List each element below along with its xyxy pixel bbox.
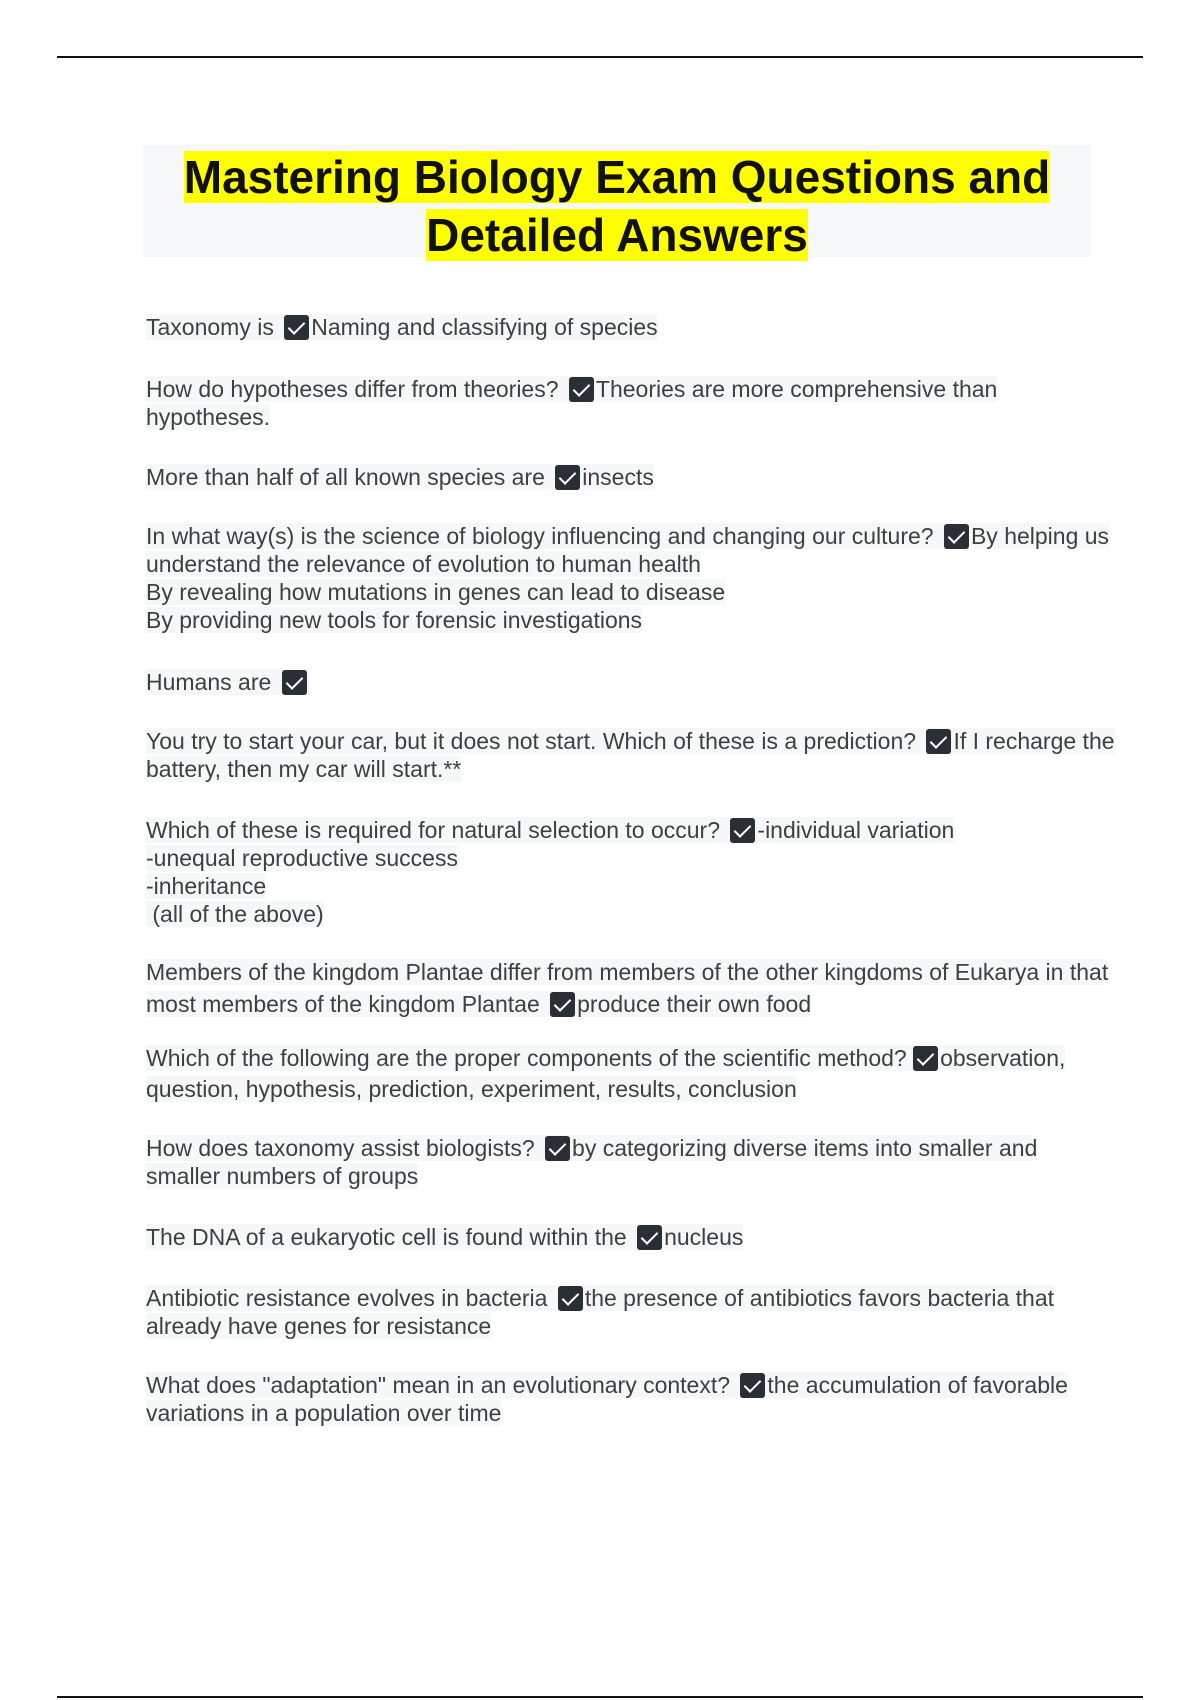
checkmark-icon <box>545 1136 570 1161</box>
title-line-1: Mastering Biology Exam Questions and <box>183 151 1051 203</box>
question-text: Taxonomy is <box>146 314 274 340</box>
answer-text: produce their own food <box>577 991 812 1017</box>
title-block <box>143 145 1091 261</box>
answer-text: the accumulation of favorable variations in a population over time <box>146 1372 1068 1426</box>
answer-text: by categorizing diverse items into smaller and smaller numbers of groups <box>146 1135 1038 1189</box>
answer-line: By providing new tools for forensic investigations <box>146 607 643 633</box>
question-text: What does "adaptation" mean in an evolutionary context? <box>146 1372 731 1398</box>
answer-text: If I recharge the battery, then my car will start.** <box>146 728 1115 782</box>
question-text: How do hypotheses differ from theories? <box>146 376 559 402</box>
checkmark-icon <box>284 315 309 340</box>
question-text: The DNA of a eukaryotic cell is found within the <box>146 1224 627 1250</box>
answer-line: By revealing how mutations in genes can lead to disease <box>146 579 726 605</box>
qa-item-9 <box>146 1043 1116 1105</box>
question-text: In what way(s) is the science of biology influencing and changing our culture? <box>146 523 934 549</box>
question-text: You try to start your car, but it does not start. Which of these is a prediction? <box>146 728 917 754</box>
answer-text: By helping us understand the relevance of evolution to human health <box>146 523 1110 577</box>
qa-item-6 <box>146 727 1116 783</box>
question-text: Which of these is required for natural selection to occur? <box>146 817 721 843</box>
bottom-rule <box>57 1696 1143 1698</box>
qa-item-12 <box>146 1284 1116 1340</box>
answer-text: insects <box>582 464 654 490</box>
question-text: Members of the kingdom Plantae differ from members of the other kingdoms of Eukarya in that most members of the kingdom Plantae <box>146 959 1109 1017</box>
answer-text: observation, question, hypothesis, prediction, experiment, results, conclusion <box>146 1045 1066 1102</box>
qa-item-11 <box>146 1223 1116 1251</box>
qa-item-7 <box>146 816 1116 928</box>
answer-text: Naming and classifying of species <box>311 314 658 340</box>
answer-text: Theories are more comprehensive than hypotheses. <box>146 376 998 430</box>
checkmark-icon <box>569 377 594 402</box>
qa-item-1 <box>146 313 1116 341</box>
qa-item-3 <box>146 463 1116 491</box>
qa-item-8 <box>146 956 1116 1020</box>
answer-line: -unequal reproductive success <box>146 845 458 871</box>
qa-item-2 <box>146 375 1116 431</box>
answer-text: the presence of antibiotics favors bacteria that already have genes for resistance <box>146 1285 1055 1339</box>
checkmark-icon <box>913 1046 938 1071</box>
question-text: More than half of all known species are <box>146 464 545 490</box>
title-line-2: Detailed Answers <box>426 209 808 261</box>
page-title <box>143 145 1091 264</box>
checkmark-icon <box>740 1373 765 1398</box>
checkmark-icon <box>558 1286 583 1311</box>
checkmark-icon <box>944 524 969 549</box>
question-text: Antibiotic resistance evolves in bacteria <box>146 1285 548 1311</box>
answer-line: (all of the above) <box>146 901 324 927</box>
checkmark-icon <box>555 465 580 490</box>
answer-line: -inheritance <box>146 873 267 899</box>
question-text: How does taxonomy assist biologists? <box>146 1135 535 1161</box>
checkmark-icon <box>282 670 307 695</box>
top-rule <box>57 56 1143 58</box>
checkmark-icon <box>550 992 575 1017</box>
question-text: Humans are <box>146 669 272 695</box>
checkmark-icon <box>926 729 951 754</box>
checkmark-icon <box>730 818 755 843</box>
answer-text: -individual variation <box>757 817 955 843</box>
answer-text: nucleus <box>664 1224 744 1250</box>
qa-item-10 <box>146 1134 1116 1190</box>
checkmark-icon <box>637 1225 662 1250</box>
question-text: Which of the following are the proper components of the scientific method? <box>146 1045 907 1071</box>
qa-item-4 <box>146 522 1116 634</box>
qa-item-13 <box>146 1371 1116 1427</box>
qa-item-5 <box>146 668 1116 696</box>
